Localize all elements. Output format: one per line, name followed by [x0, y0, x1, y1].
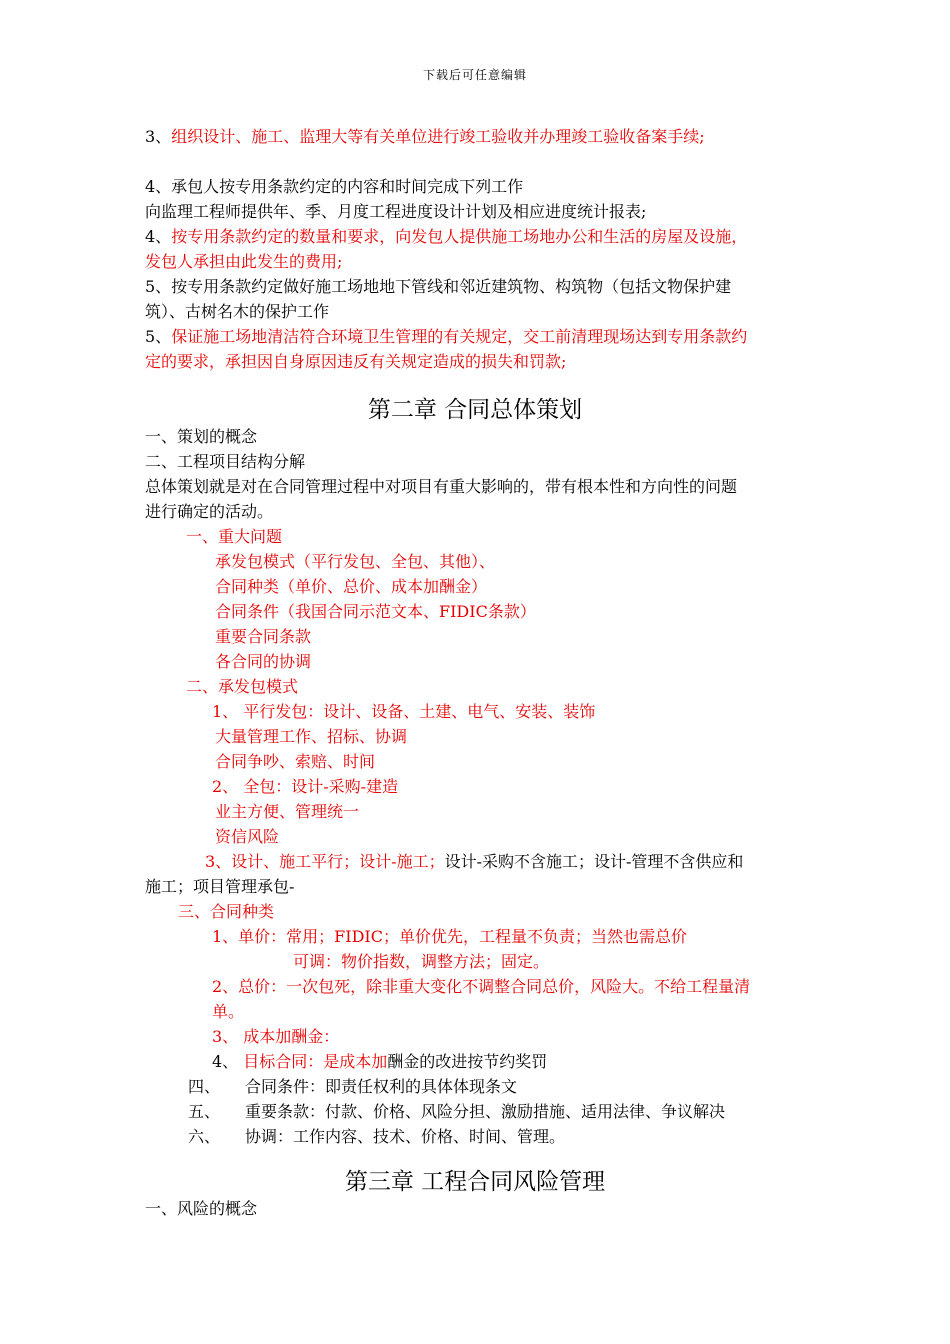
item-number: 5、 [145, 327, 172, 346]
list-item: 重要合同条款 [215, 627, 312, 646]
subsection-heading: 三、合同种类 [178, 902, 275, 921]
paragraph-line: 定的要求，承担因自身原因违反有关规定造成的损失和罚款; [145, 352, 567, 371]
list-item: 合同条件：即责任权利的具体体现条文 [245, 1077, 518, 1096]
list-item [205, 852, 743, 872]
item-number: 4、 [145, 227, 172, 246]
paragraph-line: 总体策划就是对在合同管理过程中对项目有重大影响的，带有根本性和方向性的问题 [145, 477, 738, 496]
list-item: 重要条款：付款、价格、风险分担、激励措施、适用法律、争议解决 [245, 1102, 726, 1121]
list-item: 承发包模式（平行发包、全包、其他）、 [215, 552, 496, 571]
list-number: 五、 [188, 1102, 221, 1121]
list-item: 1、 平行发包：设计、设备、土建、电气、安装、装饰 [212, 702, 596, 721]
item-text: 按专用条款约定的数量和要求，向发包人提供施工场地办公和生活的房屋及设施， [171, 227, 748, 246]
list-item [212, 1052, 547, 1072]
list-item [145, 327, 747, 347]
item-text: 保证施工场地清洁符合环境卫生管理的有关规定，交工前清理现场达到专用条款约 [171, 327, 748, 346]
list-item: 合同条件（我国合同示范文本、FIDIC条款） [215, 602, 536, 621]
list-item: 协调：工作内容、技术、价格、时间、管理。 [245, 1127, 566, 1146]
paragraph-line: 施工；项目管理承包- [145, 877, 295, 896]
page-header: 下载后可任意编辑 [422, 68, 527, 82]
item-text: 设计-采购不含施工；设计-管理不含供应和 [444, 852, 744, 871]
paragraph-line: 筑）、古树名木的保护工作 [145, 302, 330, 321]
section-heading: 一、策划的概念 [145, 427, 258, 446]
list-item: 各合同的协调 [215, 652, 312, 671]
list-item: 合同种类（单价、总价、成本加酬金） [215, 577, 488, 596]
item-number: 4、 [212, 1052, 244, 1071]
list-item: 3、 成本加酬金： [212, 1027, 340, 1046]
item-text: 3、设计、施工平行；设计-施工； [205, 852, 445, 871]
item-text: 组织设计、施工、监理大等有关单位进行竣工验收并办理竣工验收备案手续; [171, 127, 705, 146]
subsection-heading: 二、承发包模式 [186, 677, 299, 696]
list-item [145, 227, 747, 247]
item-text: 目标合同：是成本加 [243, 1052, 388, 1071]
list-item: 2、 全包：设计-采购-建造 [212, 777, 399, 796]
list-item: 可调：物价指数，调整方法；固定。 [293, 952, 550, 971]
list-item: 4、承包人按专用条款约定的内容和时间完成下列工作 [145, 177, 524, 196]
list-item: 1、单价：常用；FIDIC；单价优先，工程量不负责；当然也需总价 [212, 927, 687, 946]
subsection-heading: 一、重大问题 [186, 527, 283, 546]
section-heading: 一、风险的概念 [145, 1199, 258, 1218]
paragraph-line: 单。 [212, 1002, 245, 1021]
section-heading: 二、工程项目结构分解 [145, 452, 306, 471]
item-text: 酬金的改进按节约奖罚 [387, 1052, 548, 1071]
item-number: 3、 [145, 127, 172, 146]
chapter-heading: 第二章 合同总体策划 [367, 397, 583, 423]
chapter-heading: 第三章 工程合同风险管理 [344, 1169, 606, 1195]
list-item [145, 127, 705, 147]
list-item: 2、总价：一次包死，除非重大变化不调整合同总价，风险大。不给工程量清 [212, 977, 751, 996]
list-item: 合同争吵、索赔、时间 [215, 752, 376, 771]
list-item: 大量管理工作、招标、协调 [215, 727, 408, 746]
list-item: 资信风险 [215, 827, 280, 846]
list-item: 5、按专用条款约定做好施工场地地下管线和邻近建筑物、构筑物（包括文物保护建 [145, 277, 732, 296]
list-number: 六、 [188, 1127, 221, 1146]
paragraph-line: 向监理工程师提供年、季、月度工程进度设计计划及相应进度统计报表; [145, 202, 647, 221]
paragraph-line: 发包人承担由此发生的费用; [145, 252, 343, 271]
paragraph-line: 进行确定的活动。 [145, 502, 274, 521]
list-number: 四、 [188, 1077, 221, 1096]
list-item: 业主方便、管理统一 [215, 802, 360, 821]
